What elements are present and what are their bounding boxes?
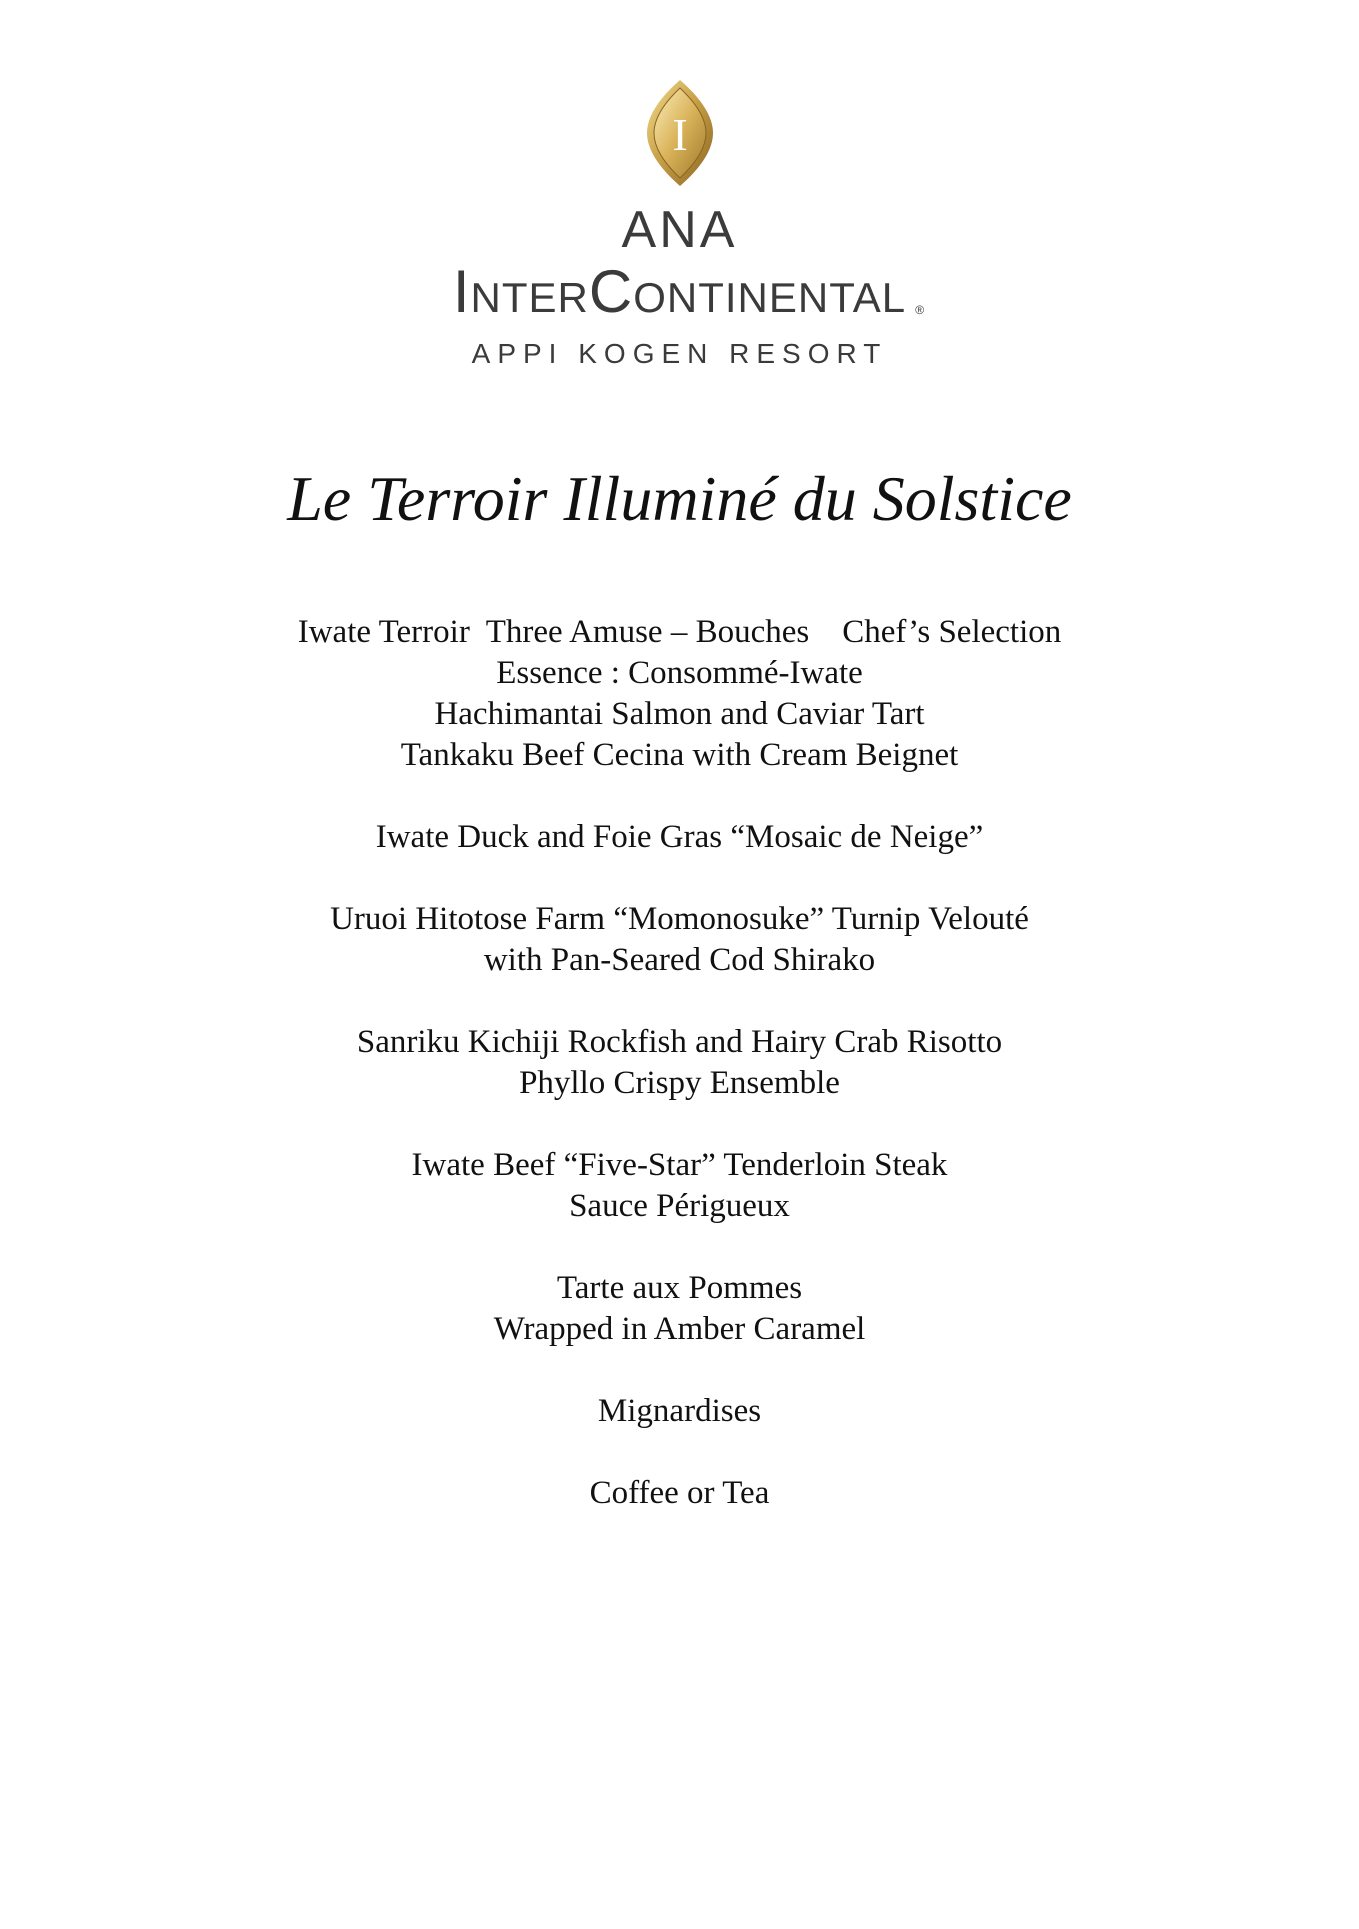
emblem-letter: I [671, 109, 688, 160]
course-line: Uruoi Hitotose Farm “Momonosuke” Turnip Velouté [330, 901, 1029, 937]
course-item [0, 1145, 1359, 1227]
brand-ana: ANA [621, 201, 738, 259]
course-item [0, 817, 1359, 858]
course-line: Wrapped in Amber Caramel [493, 1311, 866, 1347]
brand-intercontinental [452, 258, 925, 325]
course-list [0, 612, 1359, 1555]
course-line: Essence : Consommé-Iwate [496, 655, 863, 691]
course-line: Mignardises [597, 1393, 762, 1429]
course-line: Iwate Terroir Three Amuse – Bouches Chef’s Selection [297, 614, 1062, 650]
course-line: Iwate Duck and Foie Gras “Mosaic de Neige” [375, 819, 984, 855]
course-item [0, 1268, 1359, 1350]
course-line: Tankaku Beef Cecina with Cream Beignet [400, 737, 959, 773]
brand-intercontinental-text: InterContinental [452, 258, 907, 325]
course-item [0, 1391, 1359, 1432]
course-line: Iwate Beef “Five-Star” Tenderloin Steak [411, 1147, 948, 1183]
course-line: Tarte aux Pommes [556, 1270, 803, 1306]
course-line: Sanriku Kichiji Rockfish and Hairy Crab Risotto [356, 1024, 1003, 1060]
course-line: Hachimantai Salmon and Caviar Tart [434, 696, 925, 732]
course-item [0, 612, 1359, 776]
course-line: Phyllo Crispy Ensemble [519, 1065, 840, 1101]
intercontinental-emblem-icon [645, 78, 715, 188]
course-line: Sauce Périgueux [569, 1188, 790, 1224]
course-line: with Pan-Seared Cod Shirako [483, 942, 876, 978]
menu-title: Le Terroir Illuminé du Solstice [287, 463, 1072, 534]
hotel-logo [0, 78, 1359, 368]
course-line: Coffee or Tea [589, 1475, 770, 1511]
course-item [0, 1473, 1359, 1514]
brand-resort-name: APPI KOGEN RESORT [471, 338, 888, 369]
registered-mark: ® [915, 303, 925, 317]
course-item [0, 899, 1359, 981]
course-item [0, 1022, 1359, 1104]
